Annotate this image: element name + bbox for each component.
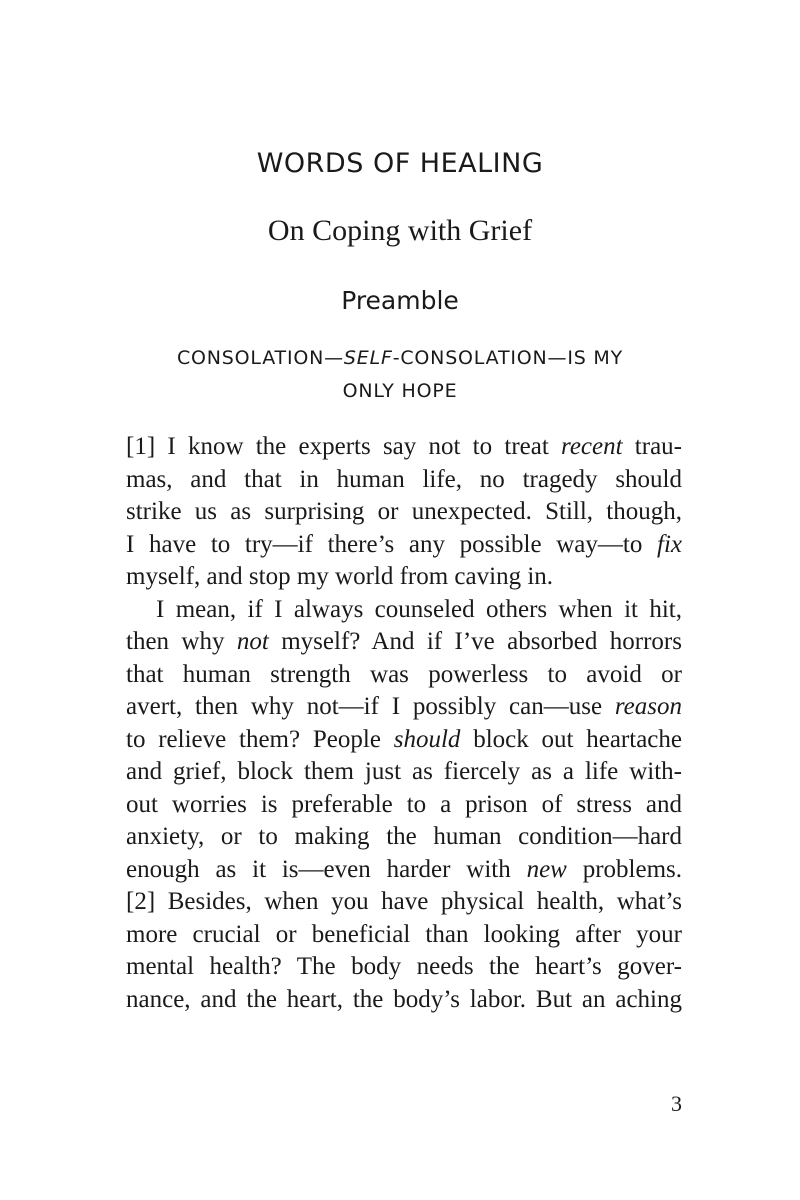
body-line: to relieve them? People should block out heartache	[126, 725, 682, 753]
body-line: out worries is preferable to a prison of stress and	[126, 790, 682, 818]
body-line: I mean, if I always counseled others when it hit,	[156, 595, 682, 623]
body-line: anxiety, or to making the human condition—hard	[126, 823, 682, 850]
body-line: enough as it is—even harder with new problems.	[126, 855, 683, 883]
body-line: strike us as surprising or unexpected. Still, though,	[126, 498, 682, 525]
body-line: then why not myself? And if I’ve absorbed horrors	[126, 628, 682, 655]
body-text	[126, 431, 682, 1016]
section-title: WORDS OF HEALING	[256, 148, 544, 179]
epigraph-part-3: -CONSOLATION—IS MY	[392, 347, 624, 369]
epigraph-italic-self: SELF	[343, 347, 393, 369]
epigraph-part-4: ONLY HOPE	[342, 380, 458, 402]
page-number: 3	[671, 1091, 682, 1116]
body-line: nance, and the heart, the body’s labor. But an aching	[126, 985, 682, 1013]
body-line: mental health? The body needs the heart’s gover-	[126, 953, 682, 980]
body-line: and grief, block them just as fiercely as a life with-	[126, 758, 682, 785]
preamble-heading: Preamble	[341, 286, 459, 315]
chapter-subtitle: On Coping with Grief	[267, 214, 533, 247]
epigraph	[120, 342, 680, 408]
body-line: avert, then why not—if I possibly can—use reason	[126, 693, 682, 720]
body-line: mas, and that in human life, no tragedy should	[126, 465, 682, 493]
epigraph-part-1: CONSOLATION—	[176, 347, 344, 369]
body-line: that human strength was powerless to avoid or	[126, 660, 682, 688]
body-line: [2] Besides, when you have physical health, what’s	[126, 888, 682, 915]
body-line: [1] I know the experts say not to treat recent trau-	[126, 433, 682, 460]
body-line: more crucial or beneficial than looking after your	[126, 920, 682, 948]
body-line: myself, and stop my world from caving in.	[126, 563, 554, 590]
body-line: I have to try—if there’s any possible way—to fix	[126, 530, 682, 558]
